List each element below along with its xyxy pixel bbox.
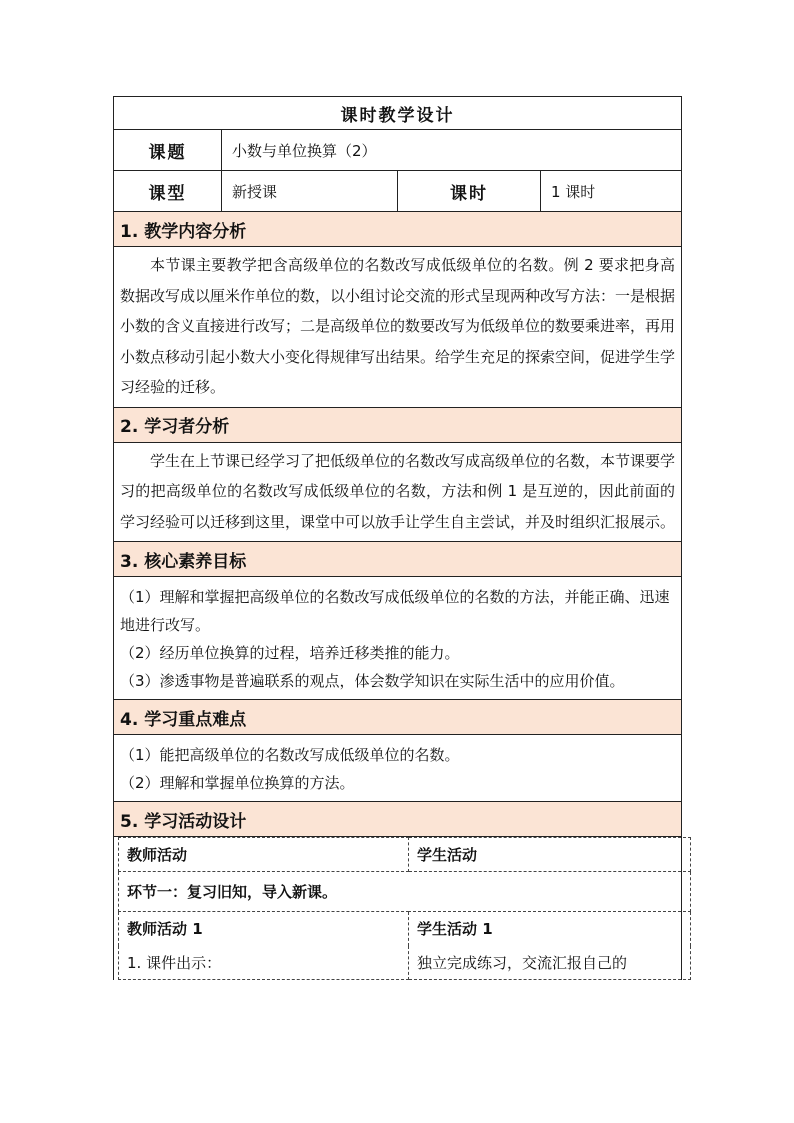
lesson-plan-sheet — [113, 96, 681, 980]
teacher-activity-1-label: 教师活动 1 — [119, 912, 409, 946]
goal-item: （2）经历单位换算的过程，培养迁移类推的能力。 — [120, 644, 460, 662]
document-title: 课时教学设计 — [114, 97, 682, 130]
activity-table — [118, 837, 691, 980]
type-value: 新授课 — [222, 171, 398, 212]
section-4-body — [114, 735, 682, 802]
teacher-activity-header: 教师活动 — [119, 838, 409, 872]
student-activity-1-text: 独立完成练习，交流汇报自己的 — [409, 946, 691, 980]
topic-label: 课题 — [114, 130, 222, 171]
section-1-body — [114, 247, 682, 408]
section-2-heading: 2. 学习者分析 — [114, 407, 682, 442]
lesson-plan-table — [113, 96, 682, 980]
topic-value: 小数与单位换算（2） — [222, 130, 682, 171]
section-4-heading: 4. 学习重点难点 — [114, 700, 682, 735]
section-3-body — [114, 577, 682, 700]
teacher-activity-1-text: 1. 课件出示： — [119, 946, 409, 980]
key-point-item: （2）理解和掌握单位换算的方法。 — [120, 774, 355, 792]
section-5-heading: 5. 学习活动设计 — [114, 802, 682, 837]
student-activity-header: 学生活动 — [409, 838, 691, 872]
goal-item: （3）渗透事物是普遍联系的观点，体会数学知识在实际生活中的应用价值。 — [120, 672, 625, 690]
section-1-heading: 1. 教学内容分析 — [114, 212, 682, 247]
section-2-text: 学生在上节课已经学习了把低级单位的名数改写成高级单位的名数，本节课要学习的把高级单位的名数改写成低级单位的名数，方法和例 1 是互逆的，因此前面的学习经验可以迁移到这里，课堂中可以放手让学生自主尝试，并及时组织汇报展示。 — [120, 451, 676, 531]
activity-design-cell — [114, 837, 682, 981]
goal-item: （1）理解和掌握把高级单位的名数改写成低级单位的名数的方法，并能正确、迅速地进行改写。 — [120, 588, 670, 634]
section-2-body — [114, 442, 682, 542]
stage-1-row — [119, 872, 691, 912]
hours-value: 1 课时 — [541, 171, 682, 212]
stage-1-text: 环节一：复习旧知，导入新课。 — [127, 883, 338, 901]
hours-label: 课时 — [398, 171, 541, 212]
type-label: 课型 — [114, 171, 222, 212]
student-activity-1-label: 学生活动 1 — [409, 912, 691, 946]
key-point-item: （1）能把高级单位的名数改写成低级单位的名数。 — [120, 746, 460, 764]
section-1-text: 本节课主要教学把含高级单位的名数改写成低级单位的名数。例 2 要求把身高数据改写成以厘米作单位的数，以小组讨论交流的形式呈现两种改写方法：一是根据小数的含义直接进行改写；二是高级单位的数要改写为低级单位的数要乘进率，再用小数点移动引起小数大小变化得规律写出结果。给学生充足的探索空间，促进学生学习经验的迁移。 — [120, 256, 676, 396]
section-3-heading: 3. 核心素养目标 — [114, 542, 682, 577]
